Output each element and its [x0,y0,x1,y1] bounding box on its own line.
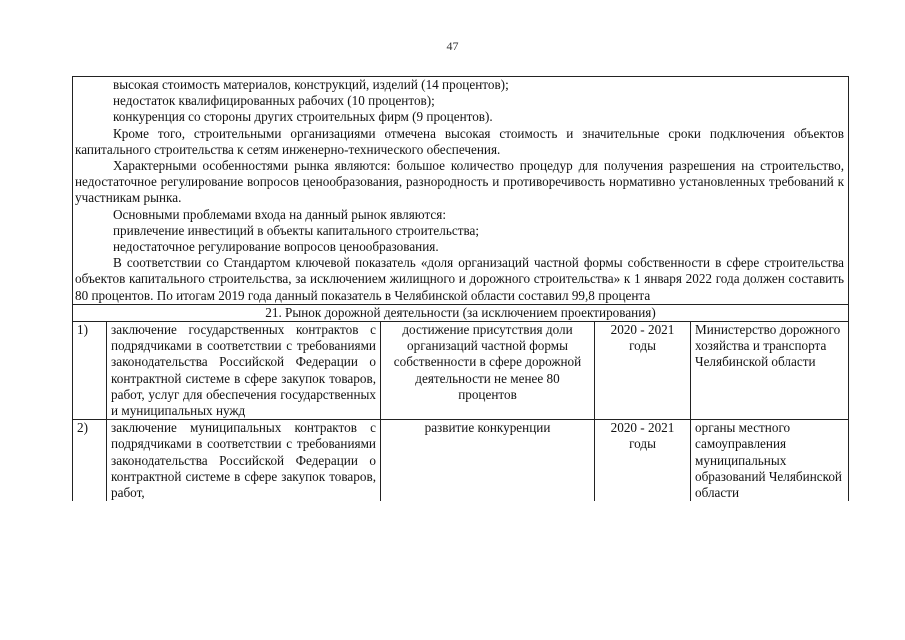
result-cell: развитие конкуренции [381,420,595,502]
row-number: 2) [73,420,107,502]
measure-cell: заключение государственных контрактов с подрядчиками в соответствии с требованиями законодательства Российской Федерации о контрактной системе в сфере закупок товаров, работ, услуг для обеспечения государственных и муниципальных нужд [107,322,381,420]
executor-cell: органы местного самоуправления муниципальных образований Челябинской области [691,420,849,502]
section-title-row [73,304,849,321]
intro-paragraph: Кроме того, строительными организациями отмечена высокая стоимость и значительные сроки подключения объектов капитального строительства к сетям инженерно-технического обеспечения. [75,125,845,157]
intro-paragraph: В соответствии со Стандартом ключевой показатель «доля организаций частной формы собственности в сфере строительства объектов капитального строительства, за исключением жилищного и дорожного строительства» к 1 января 2022 года должен составить 80 процентов. По итогам 2019 года данный показатель в Челябинской области составил 99,8 процента [75,255,845,303]
problem-item: недостаточное регулирование вопросов ценообразования. [113,239,439,255]
row-number: 1) [73,322,107,420]
intro-paragraph: Характерными особенностями рынка являются: большое количество процедур для получения разрешения на строительство, недостаточное регулирование вопросов ценообразования, разнородность и противоречивость нормативно установленных требований к участникам рынка. [75,158,845,206]
problem-item: привлечение инвестиций в объекты капитального строительства; [113,222,480,238]
table-row [73,420,849,502]
section-title: 21. Рынок дорожной деятельности (за исключением проектирования) [73,304,849,321]
period-cell: 2020 - 2021 годы [595,322,691,420]
intro-text-cell [73,77,849,305]
measure-cell: заключение муниципальных контрактов с подрядчиками в соответствии с требованиями законодательства Российской Федерации о контрактной системе в сфере закупок товаров, работ, [107,420,381,502]
page-number: 47 [446,39,459,53]
intro-line: конкуренция со стороны других строительных фирм (9 процентов). [113,109,493,125]
period-cell: 2020 - 2021 годы [595,420,691,502]
table-row [73,322,849,420]
executor-cell: Министерство дорожного хозяйства и транспорта Челябинской области [691,322,849,420]
problems-heading: Основными проблемами входа на данный рынок являются: [113,206,446,222]
result-cell: достижение присутствия доли организаций частной формы собственности в сфере дорожной деятельности не менее 80 процентов [381,322,595,420]
intro-line: недостаток квалифицированных рабочих (10 процентов); [113,93,435,109]
measures-table [72,76,849,501]
intro-row [73,77,849,305]
intro-line: высокая стоимость материалов, конструкций, изделий (14 процентов); [113,77,509,92]
